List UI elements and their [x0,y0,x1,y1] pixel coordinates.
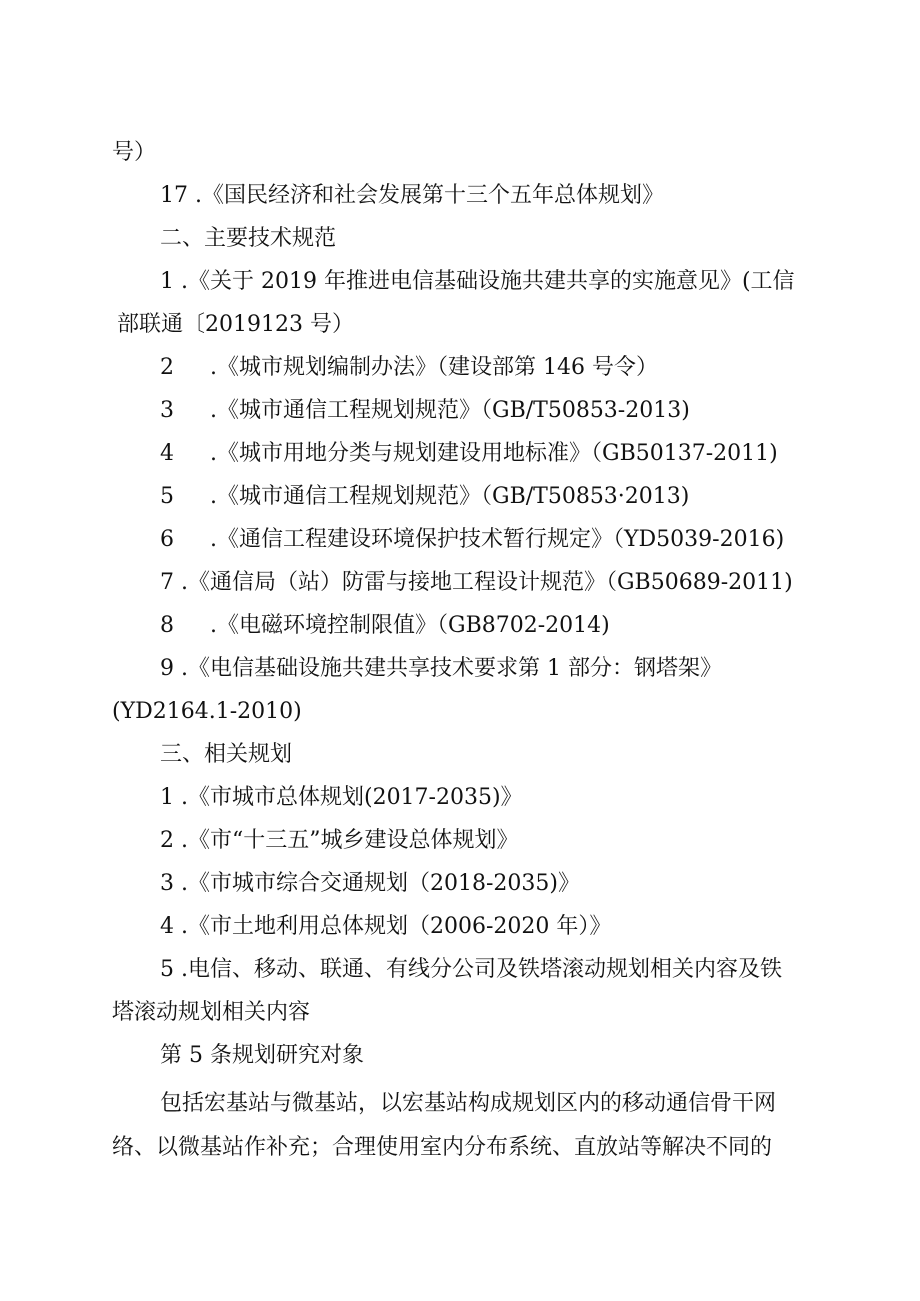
text-line: 3 .《市城市综合交通规划（2018-2035)》 [160,871,580,896]
list-text: .《城市规划编制办法》（建设部第 146 号令） [210,355,658,380]
section-heading: 二、主要技术规范 [160,226,337,251]
list-number: 5 [160,484,174,509]
list-item [160,439,778,469]
list-item [160,525,784,555]
text-line: 部联通〔2019123 号） [117,312,354,337]
text-line: 1 .《关于 2019 年推进电信基础设施共建共享的实施意见》(工信 [160,269,795,294]
text-line: 2 .《市“十三五”城乡建设总体规划》 [160,828,519,853]
text-line: (YD2164.1-2010) [112,699,302,724]
text-line: 络、以微基站作补充；合理使用室内分布系统、直放站等解决不同的 [112,1135,773,1160]
list-text: .《城市通信工程规划规范》（GB/T50853·2013) [210,484,690,509]
article-heading: 第 5 条规划研究对象 [160,1043,364,1068]
list-number: 6 [160,527,174,552]
text-line: 塔滚动规划相关内容 [112,1000,311,1025]
text-line: 1 .《市城市总体规划(2017-2035)》 [160,785,523,810]
text-line: 5 .电信、移动、联通、有线分公司及铁塔滚动规划相关内容及铁 [160,957,782,982]
list-text: .《通信工程建设环境保护技术暂行规定》（YD5039-2016) [210,527,785,552]
list-item [160,482,689,512]
list-text: .《城市通信工程规划规范》（GB/T50853-2013) [210,398,690,423]
text-line: 17 .《国民经济和社会发展第十三个五年总体规划》 [160,183,664,208]
section-heading: 三、相关规划 [160,742,293,767]
list-number: 3 [160,398,174,423]
list-item [160,353,658,383]
list-item [160,396,690,426]
text-line: 9 .《电信基础设施共建共享技术要求第 1 部分：钢塔架》 [160,656,722,681]
list-number: 2 [160,355,174,380]
list-item [160,611,610,641]
list-number: 4 [160,441,174,466]
list-text: .《电磁环境控制限值》（GB8702-2014) [210,613,610,638]
text-line: 4 .《市土地利用总体规划（2006-2020 年）》 [160,914,612,939]
list-text: .《城市用地分类与规划建设用地标准》（GB50137-2011) [210,441,778,466]
text-line: 7 .《通信局（站）防雷与接地工程设计规范》（GB50689-2011) [160,570,793,595]
text-line: 包括宏基站与微基站，以宏基站构成规划区内的移动通信骨干网 [160,1091,777,1116]
text-line: 号） [112,140,157,165]
list-number: 8 [160,613,174,638]
